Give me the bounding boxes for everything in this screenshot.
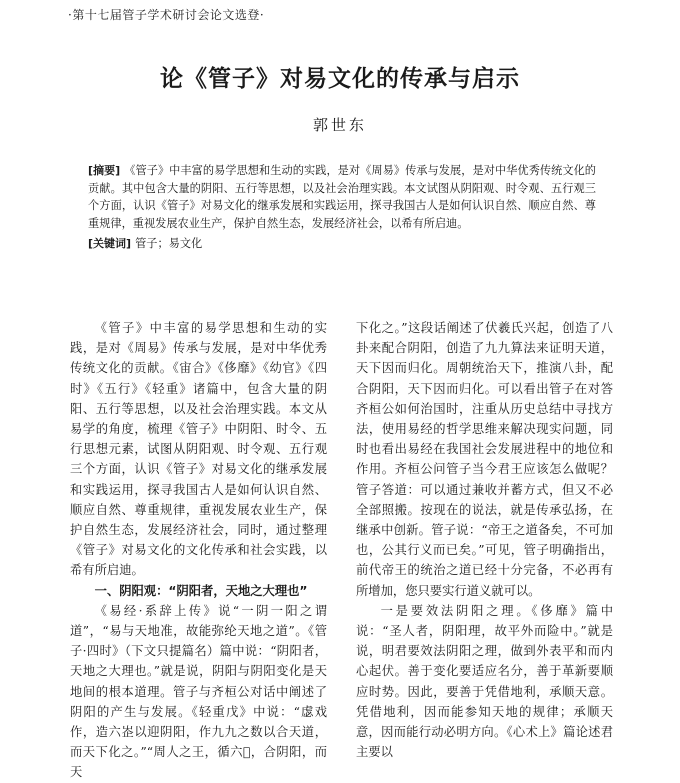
article-title: 论《管子》对易文化的传承与启示 xyxy=(160,65,520,92)
body-right-column xyxy=(356,318,613,762)
continued-paragraph: 下化之。”这段话阐述了伏羲氏兴起，创造了八卦来配合阴阳，创造了九九算法来证明天道，天下因而归化。周朝统治天下，推演八卦，配合阴阳，天下因而归化。可以看出管子在对答齐桓公如何治国时，注重从历史总结中寻找方法，使用易经的哲学思维来解决现实问题，同时也看出易经在我国社会发展进程中的地位和作用。齐桓公问管子当今君王应该怎么做呢？管子答道：可以通过兼收并蓄方式，但又不必全部照搬。按现在的说法，就是传承弘扬，在继承中创新。管子说：“帝王之道备矣，不可加也，公其行义而已矣。”可见，管子明确指出，前代帝王的统治之道已经十分完备，不必再有所增加，您只要实行道义就可以。 xyxy=(356,321,613,598)
running-header: ·第十七届管子学术研讨会论文选登· xyxy=(68,8,265,22)
intro-paragraph: 《管子》中丰富的易学思想和生动的实践，是对《周易》传承与发展，是对中华优秀传统文化的贡献。《宙合》《侈靡》《幼官》《四时》《五行》《轻重》诸篇中，包含大量的阴阳、五行等思想，以及社会治理实践。本文从易学的角度，梳理《管子》中阴阳、时令、五行思想元素，试图从阴阳观、时令观、五行观三个方面，认识《管子》对易文化的继承发展和实践运用，探寻我国古人是如何认识自然、顺应自然、尊重规律，重视发展农业生产，保护自然生态，发展经济社会，同时，通过整理《管子》对易文化的文化传承和社会实践，以希有所启迪。 xyxy=(70,321,327,578)
abstract-paragraph xyxy=(88,162,596,232)
abstract-text: 《管子》中丰富的易学思想和生动的实践，是对《周易》传承与发展，是对中华优秀传统文化的贡献。其中包含大量的阴阳、五行等思想，以及社会治理实践。本文试图从阴阳观、时令观、五行观三个方面，认识《管子》对易文化的继承发展和实践运用，探寻我国古人是如何认识自然、顺应自然、尊重规律，重视发展农业生产，保护自然生态，发展经济社会，以希有所启迪。 xyxy=(88,164,596,230)
section-paragraph: 《易经·系辞上传》说“一阴一阳之谓道”，“易与天地准，故能弥纶天地之道”。《管子·四时》（下文只提篇名）篇中说：“阴阳者，天地之大理也。”就是说，阴阳与阴阳变化是天地间的根本道理。管子与齐桓公对话中阐述了阴阳的产生与发展。《轻重戊》中说：“虙戏作，造六峜以迎阴阳，作九九之数以合天道，而天下化之。”“周人之王，循六𨓟，合阴阳，而天 xyxy=(70,603,327,780)
keywords-text: 管子；易文化 xyxy=(135,237,203,251)
author-name: 郭世东 xyxy=(312,116,367,134)
abstract-section xyxy=(88,162,596,253)
keywords-line xyxy=(88,235,596,253)
section-heading: 一、阴阳观：“阴阳者，天地之大理也” xyxy=(94,583,308,598)
keywords-label: [关键词] xyxy=(88,237,132,251)
point-one-paragraph: 一是要效法阴阳之理。《侈靡》篇中说：“圣人者，阴阳理，故平外而险中。”就是说，明君要效法阴阳之理，做到外表平和而内心起伏。善于变化要适应名分，善于革新要顺应时势。因此，要善于凭借地利，承顺天意。凭借地利，因而能参知天地的规律；承顺天意，因而能行动必明方向。《心术上》篇论述君主要以 xyxy=(356,603,613,760)
abstract-label: [摘要] xyxy=(88,164,121,177)
body-left-column xyxy=(70,318,327,783)
